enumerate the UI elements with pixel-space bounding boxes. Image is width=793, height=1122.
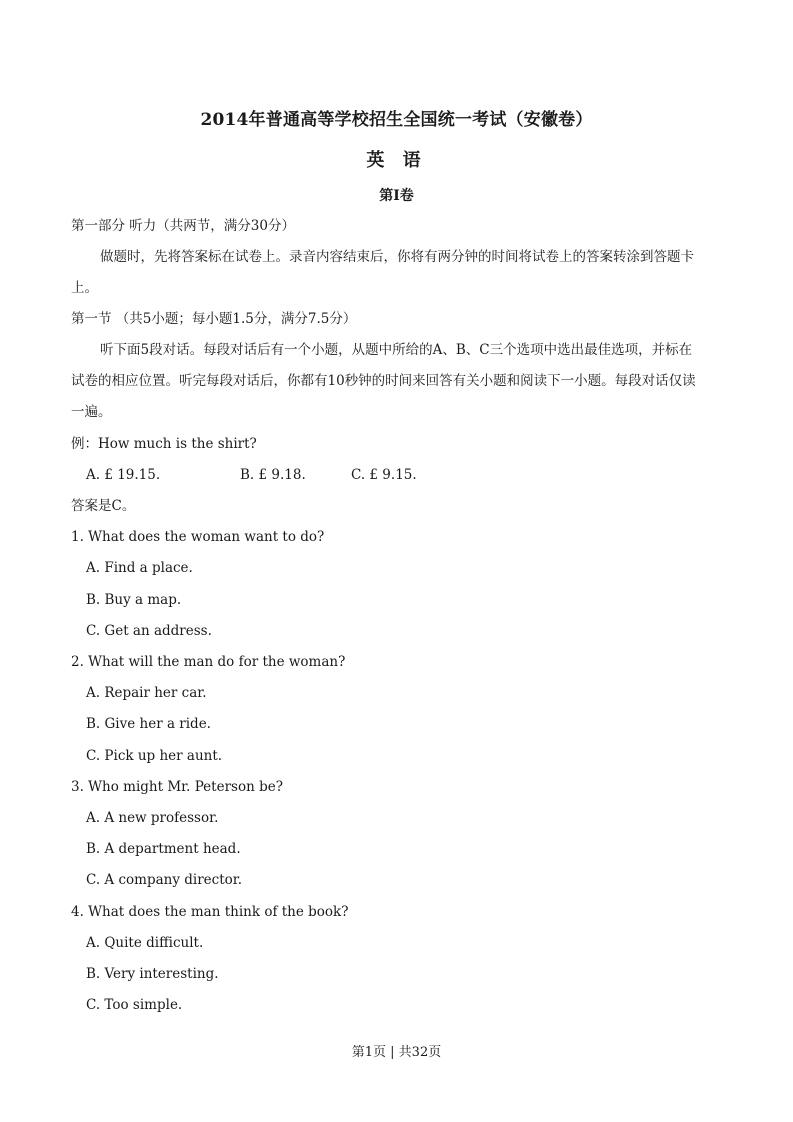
question-1-option-b: B. Buy a map. xyxy=(86,592,182,608)
subject-title: 英 语 xyxy=(366,150,427,171)
part1-intro-line1: 做题时，先将答案标在试卷上。录音内容结束后，你将有两分钟的时间将试卷上的答案转涂到答题卡 xyxy=(100,249,694,265)
question-4-option-b: B. Very interesting. xyxy=(86,966,219,982)
example-option-a: A. £ 19.15. xyxy=(86,467,161,483)
volume-label: 第Ⅰ卷 xyxy=(379,188,414,204)
section1-instructions-line1: 听下面5段对话。每段对话后有一个小题，从题中所给的A、B、C三个选项中选出最佳选项，并标在 xyxy=(100,342,693,358)
example-answer: 答案是C。 xyxy=(71,498,136,514)
question-1-stem: 1. What does the woman want to do? xyxy=(71,529,325,545)
section1-instructions-line3: 一遍。 xyxy=(71,404,112,420)
question-4-option-a: A. Quite difficult. xyxy=(86,935,204,951)
question-3-stem: 3. Who might Mr. Peterson be? xyxy=(71,779,283,795)
section1-heading: 第一节 （共5小题；每小题1.5分，满分7.5分） xyxy=(71,311,357,327)
part1-intro-line2: 上。 xyxy=(71,280,98,296)
part1-heading: 第一部分 听力（共两节，满分30分） xyxy=(71,218,295,234)
question-1-option-c: C. Get an address. xyxy=(86,623,212,639)
page-indicator: 第1页 | 共32页 xyxy=(351,1045,442,1060)
question-4-option-c: C. Too simple. xyxy=(86,997,183,1013)
question-2-stem: 2. What will the man do for the woman? xyxy=(71,654,346,670)
question-2-option-b: B. Give her a ride. xyxy=(86,716,211,732)
exam-title: 2014年普通高等学校招生全国统一考试（安徽卷） xyxy=(200,110,593,130)
example-option-b: B. £ 9.18. xyxy=(240,467,306,483)
question-1-option-a: A. Find a place. xyxy=(86,560,193,576)
question-3-option-a: A. A new professor. xyxy=(86,810,219,826)
example-question: 例：How much is the shirt? xyxy=(71,436,257,452)
question-2-option-a: A. Repair her car. xyxy=(86,685,207,701)
question-4-stem: 4. What does the man think of the book? xyxy=(71,904,349,920)
question-2-option-c: C. Pick up her aunt. xyxy=(86,748,223,764)
section1-instructions-line2: 试卷的相应位置。听完每段对话后，你都有10秒钟的时间来回答有关小题和阅读下一小题。每段对话仅读 xyxy=(71,373,696,389)
example-option-c: C. £ 9.15. xyxy=(351,467,417,483)
question-3-option-b: B. A department head. xyxy=(86,841,241,857)
question-3-option-c: C. A company director. xyxy=(86,872,243,888)
